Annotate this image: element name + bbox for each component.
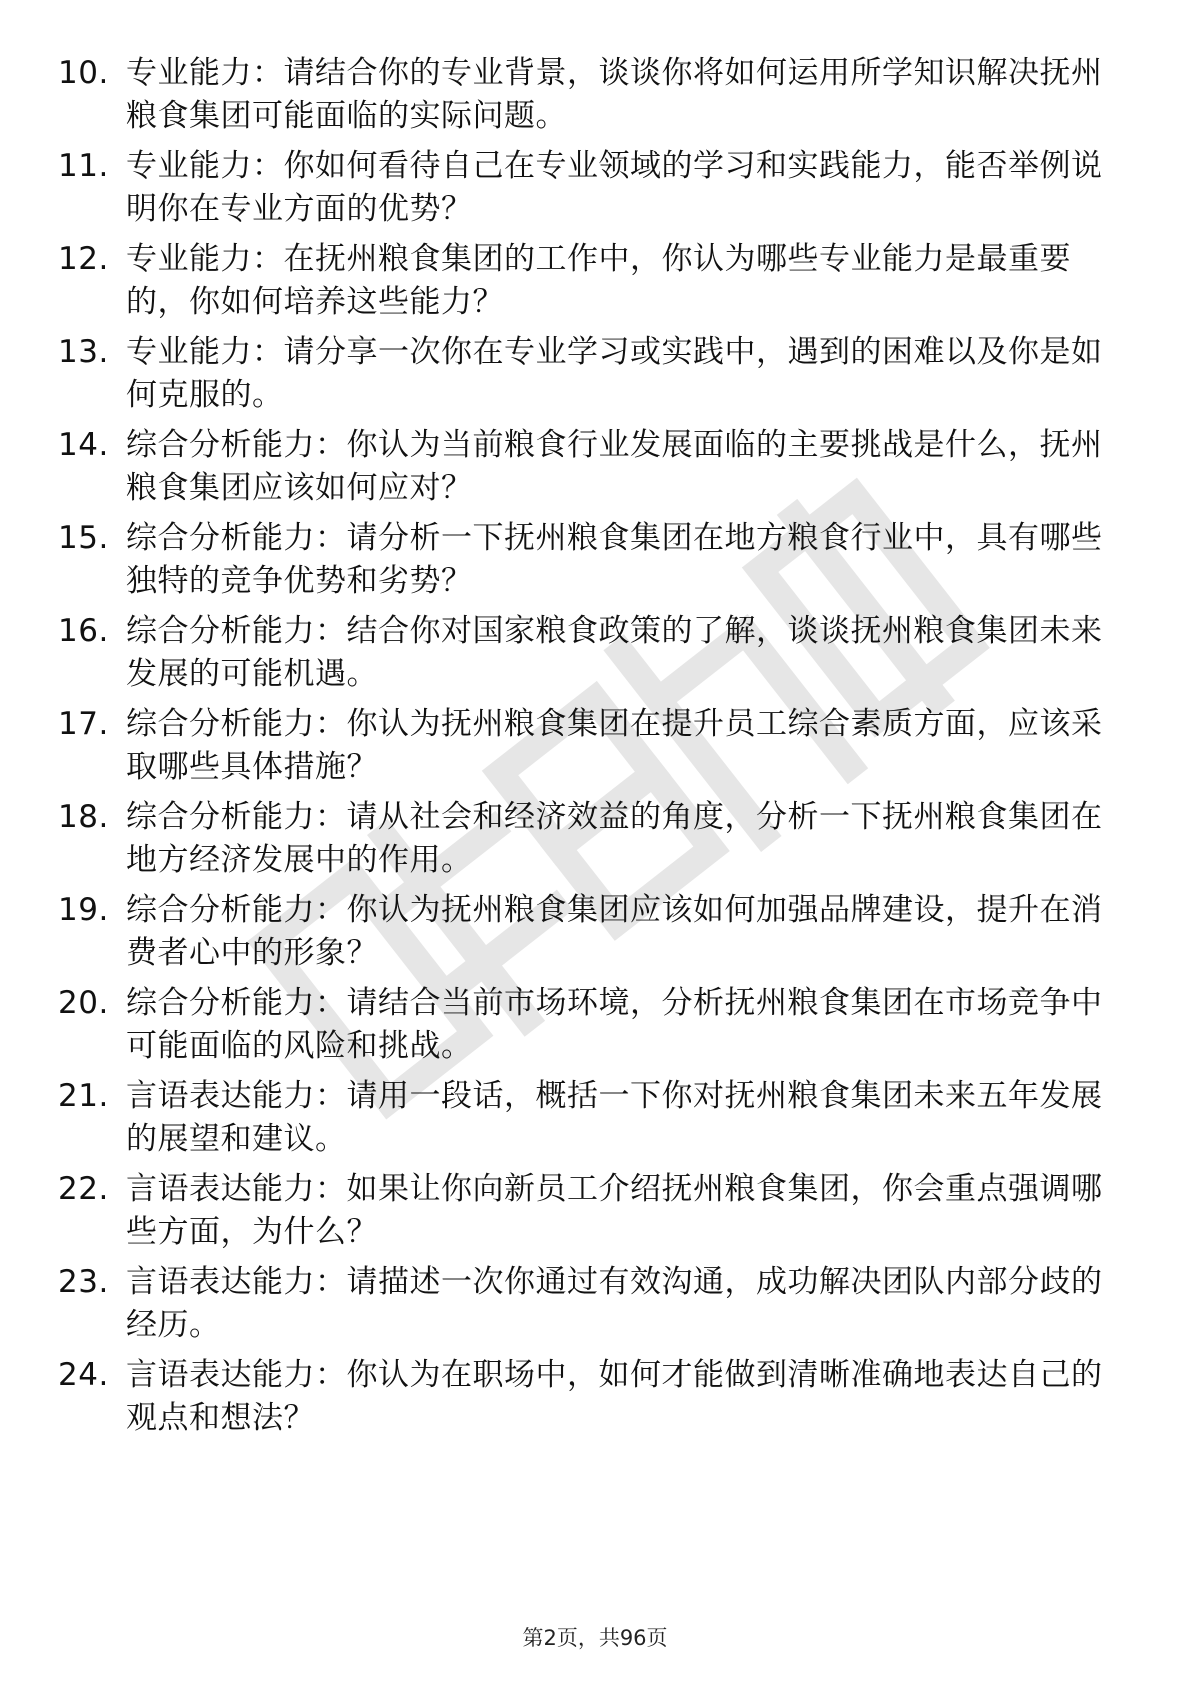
question-number: 14. <box>58 427 109 463</box>
question-text: 言语表达能力：请用一段话，概括一下你对抚州粮食集团未来五年发展的展望和建议。 <box>126 1078 1103 1157</box>
question-text: 专业能力：在抚州粮食集团的工作中，你认为哪些专业能力是最重要的，你如何培养这些能力？ <box>126 241 1071 320</box>
list-item <box>58 796 1128 882</box>
question-text: 专业能力：你如何看待自己在专业领域的学习和实践能力，能否举例说明你在专业方面的优势？ <box>126 148 1103 227</box>
list-item <box>58 238 1128 324</box>
question-list <box>58 52 1128 1447</box>
question-number: 11. <box>58 148 109 184</box>
question-number: 24. <box>58 1357 109 1393</box>
list-item <box>58 424 1128 510</box>
question-text: 言语表达能力：你认为在职场中，如何才能做到清晰准确地表达自己的观点和想法？ <box>126 1357 1103 1436</box>
question-number: 20. <box>58 985 109 1021</box>
question-number: 12. <box>58 241 109 277</box>
question-text: 综合分析能力：请分析一下抚州粮食集团在地方粮食行业中，具有哪些独特的竞争优势和劣势？ <box>126 520 1103 599</box>
question-text: 综合分析能力：结合你对国家粮食政策的了解，谈谈抚州粮食集团未来发展的可能机遇。 <box>126 613 1103 692</box>
list-item <box>58 331 1128 417</box>
list-item <box>58 889 1128 975</box>
page-number-footer: 第2页，共96页 <box>522 1626 668 1650</box>
list-item <box>58 517 1128 603</box>
question-number: 13. <box>58 334 109 370</box>
list-item <box>58 982 1128 1068</box>
list-item <box>58 703 1128 789</box>
list-item <box>58 1354 1128 1440</box>
question-text: 综合分析能力：你认为当前粮食行业发展面临的主要挑战是什么，抚州粮食集团应该如何应对？ <box>126 427 1103 506</box>
question-number: 23. <box>58 1264 109 1300</box>
question-number: 21. <box>58 1078 109 1114</box>
list-item <box>58 1261 1128 1347</box>
list-item <box>58 52 1128 138</box>
question-number: 15. <box>58 520 109 556</box>
question-text: 专业能力：请分享一次你在专业学习或实践中，遇到的困难以及你是如何克服的。 <box>126 334 1103 413</box>
question-text: 言语表达能力：如果让你向新员工介绍抚州粮食集团，你会重点强调哪些方面，为什么？ <box>126 1171 1103 1250</box>
question-number: 10. <box>58 55 109 91</box>
question-number: 16. <box>58 613 109 649</box>
question-text: 综合分析能力：你认为抚州粮食集团应该如何加强品牌建设，提升在消费者心中的形象？ <box>126 892 1103 971</box>
question-number: 19. <box>58 892 109 928</box>
list-item <box>58 610 1128 696</box>
question-text: 言语表达能力：请描述一次你通过有效沟通，成功解决团队内部分歧的经历。 <box>126 1264 1103 1343</box>
list-item <box>58 1075 1128 1161</box>
question-text: 综合分析能力：请从社会和经济效益的角度，分析一下抚州粮食集团在地方经济发展中的作用。 <box>126 799 1103 878</box>
question-text: 综合分析能力：请结合当前市场环境，分析抚州粮食集团在市场竞争中可能面临的风险和挑战。 <box>126 985 1103 1064</box>
list-item <box>58 145 1128 231</box>
question-text: 综合分析能力：你认为抚州粮食集团在提升员工综合素质方面，应该采取哪些具体措施？ <box>126 706 1103 785</box>
question-number: 22. <box>58 1171 109 1207</box>
list-item <box>58 1168 1128 1254</box>
question-text: 专业能力：请结合你的专业背景，谈谈你将如何运用所学知识解决抚州粮食集团可能面临的实际问题。 <box>126 55 1103 134</box>
question-number: 17. <box>58 706 109 742</box>
question-number: 18. <box>58 799 109 835</box>
